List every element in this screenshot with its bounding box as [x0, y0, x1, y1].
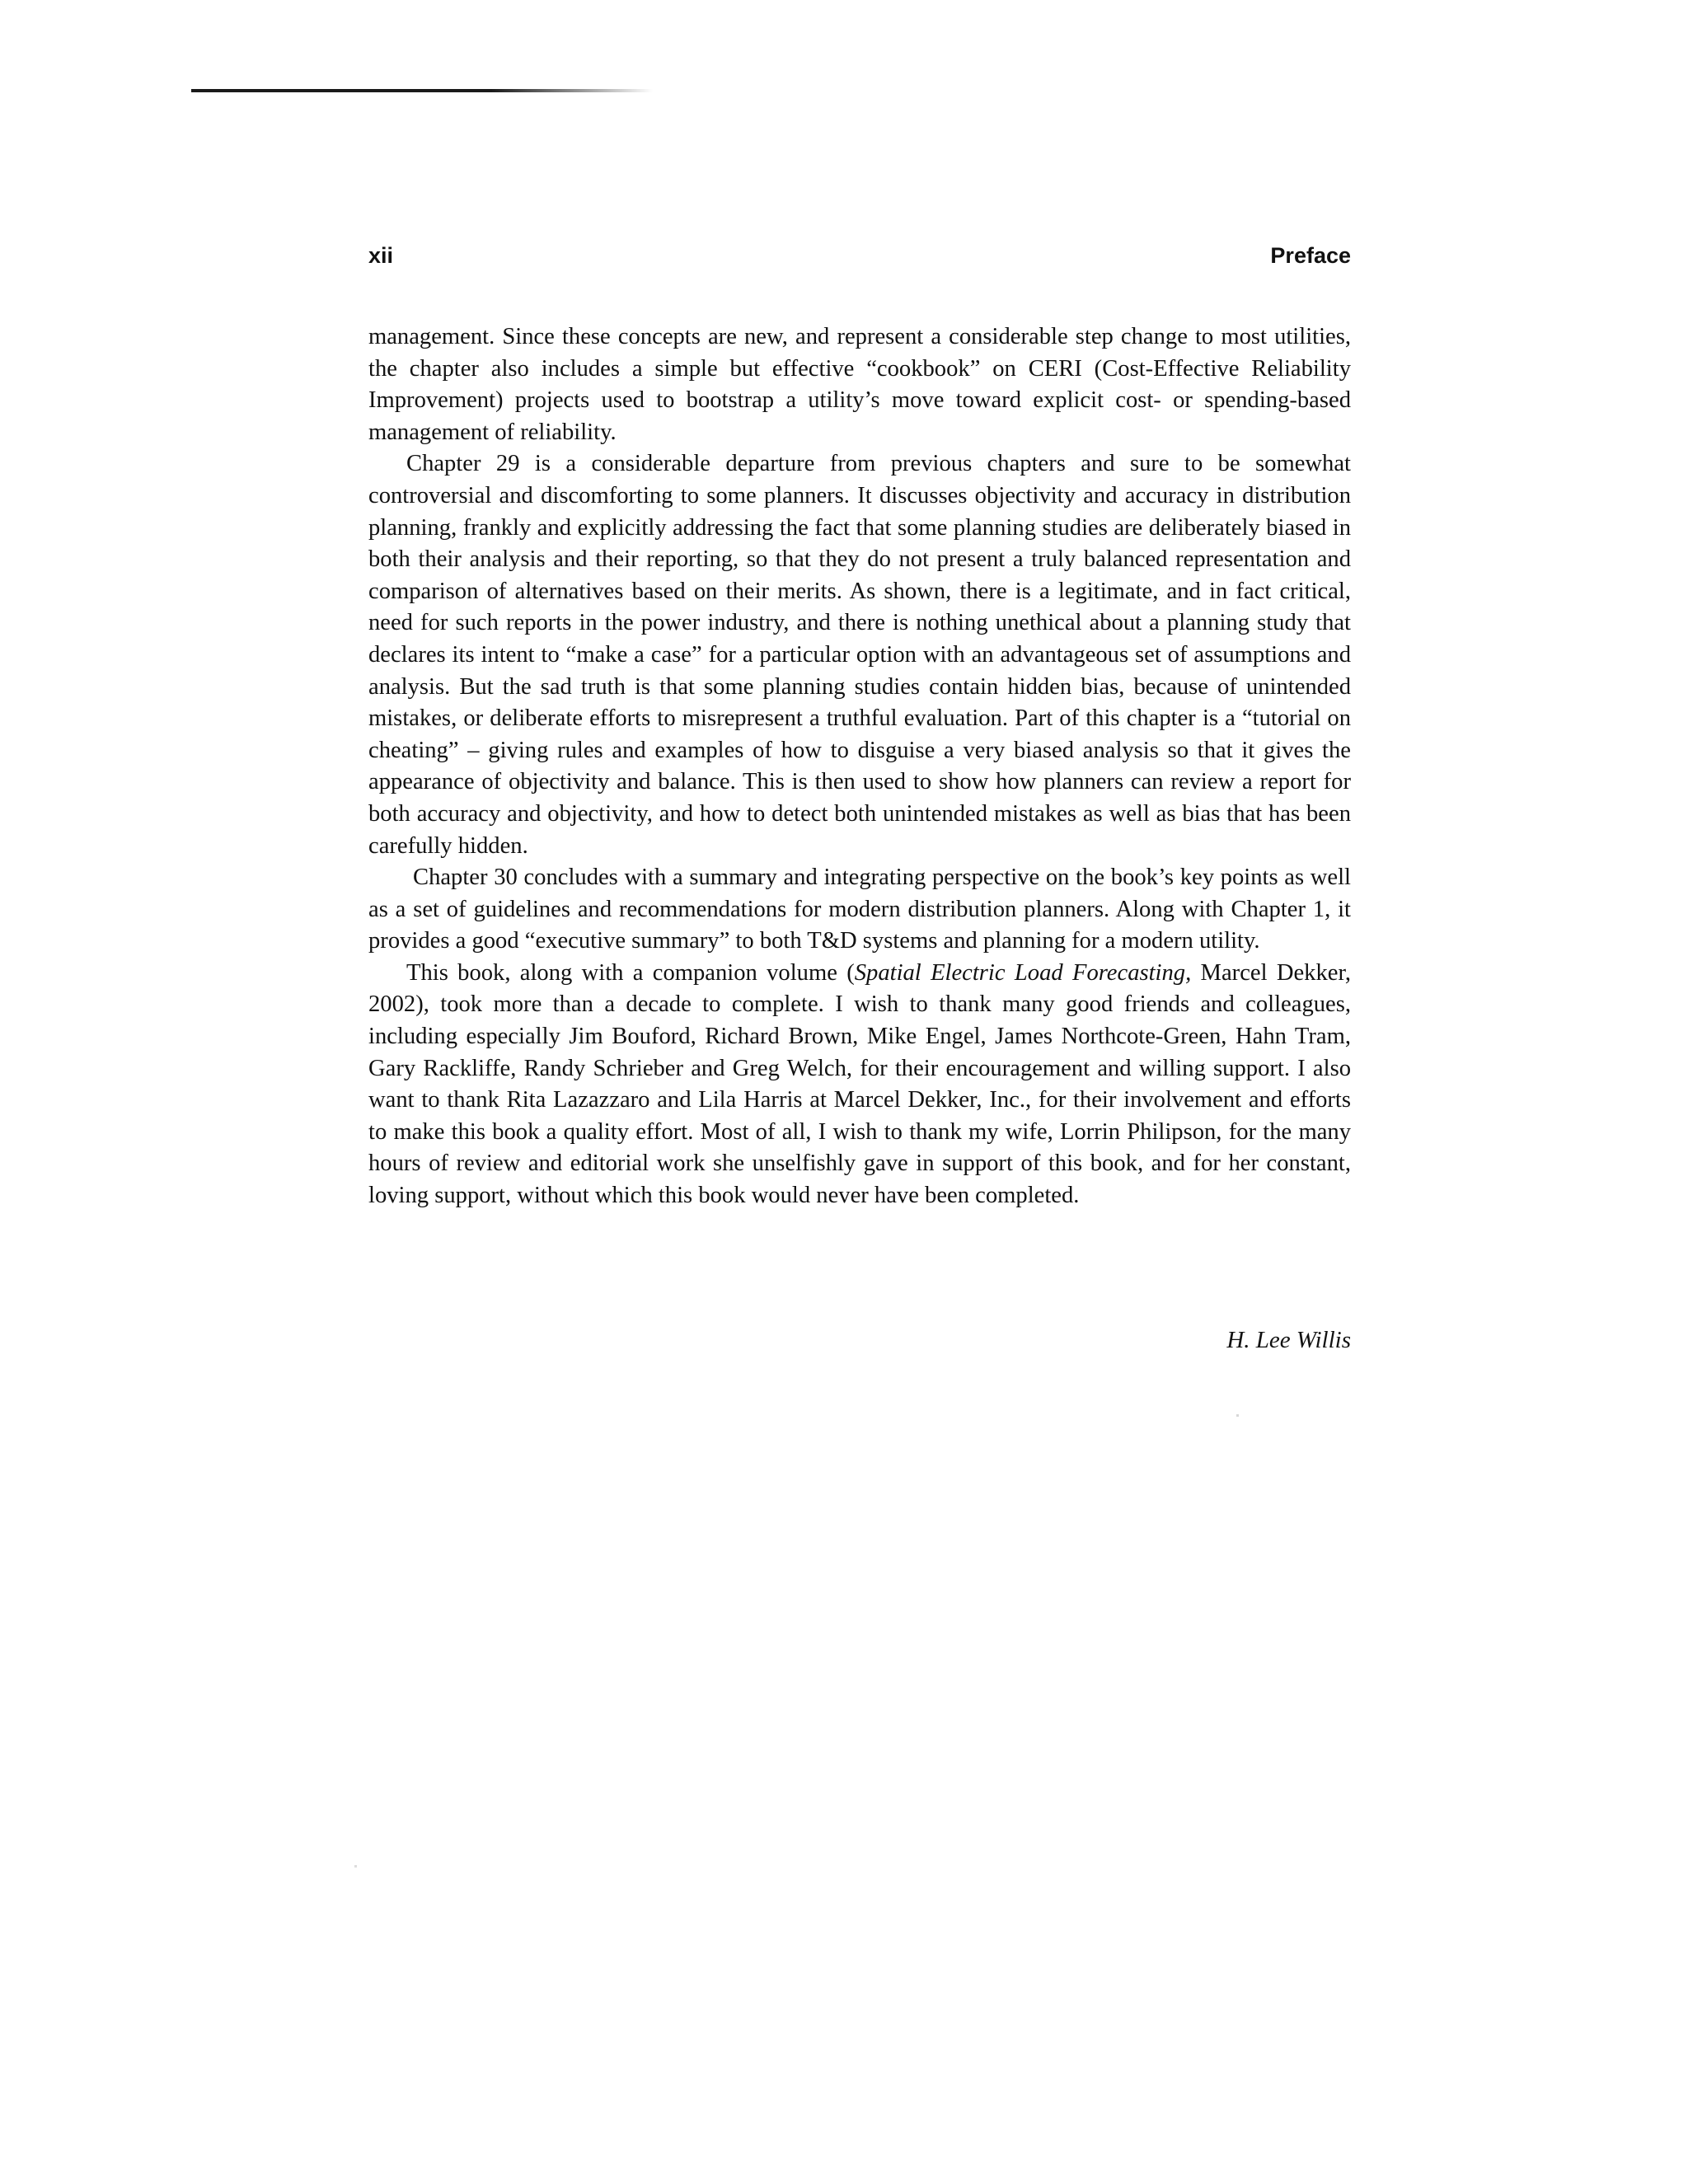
paragraph-chapter-30: Chapter 30 concludes with a summary and integrating perspective on the book’s key points as well as a set of guidelines and recommendations for modern distribution planners. Along with Chapter 1, it provides a good “executive summary” to both T&D systems and planning for a modern utility. [368, 865, 1351, 954]
author-signature: H. Lee Willis [1226, 1327, 1351, 1353]
paragraph-continued: management. Since these concepts are new, and represent a considerable step change to most utilities, the chapter also includes a simple but effective “cookbook” on CERI (Cost-Effective Reliability Improvement) projects used to bootstrap a utility’s move toward explicit cost- or spending-based management of reliability. [368, 324, 1351, 445]
ack-text-start: This book, along with a companion volume ( [406, 959, 855, 986]
paragraph-chapter-29: Chapter 29 is a considerable departure from previous chapters and sure to be somewhat controversial and discomforting to some planners. It discusses objectivity and accuracy in distribution planning, frankly and explicitly addressing the fact that some planning studies are deliberately biased in both their analysis and their reporting, so that they do not present a truly balanced representation and comparison of alternatives based on their merits. As shown, there is a legitimate, and in fact critical, need for such reports in the power industry, and there is nothing unethical about a planning study that declares its intent to “make a case” for a particular option with an advantageous set of assumptions and analysis. But the sad truth is that some planning studies contain hidden bias, because of unintended mistakes, or deliberate efforts to misrepresent a truthful evaluation. Part of this chapter is a “tutorial on cheating” – giving rules and examples of how to disguise a very biased analysis so that it gives the appearance of objectivity and balance. This is then used to show how planners can review a report for both accuracy and objectivity, and how to detect both unintended mistakes as well as bias that has been carefully hidden. [368, 451, 1351, 859]
top-rule [191, 89, 653, 92]
scan-speck [354, 1865, 357, 1868]
page-header [368, 239, 1351, 272]
body-text [368, 321, 1351, 1212]
running-head: Preface [1270, 243, 1351, 268]
page-number: xii [368, 243, 394, 268]
ack-text-rest: Marcel Dekker, 2002), took more than a decade to complete. I wish to thank many good friends and colleagues, including especially Jim Bouford, Richard Brown, Mike Engel, James Northcote-Green, Hahn Tram, Gary Rackliffe, Randy Schrieber and Greg Welch, for their encouragement and willing support. I also want to thank Rita Lazazzaro and Lila Harris at Marcel Dekker, Inc., for their involvement and efforts to make this book a quality effort. Most of all, I wish to thank my wife, Lorrin Philipson, for the many hours of review and editorial work she unselfishly gave in support of this book, and for her constant, loving support, without which this book would never have been completed. [368, 959, 1351, 1209]
paragraph-acknowledgements [368, 958, 1351, 1212]
companion-volume-title: Spatial Electric Load Forecasting, [854, 959, 1192, 986]
scan-speck [1236, 1414, 1239, 1417]
